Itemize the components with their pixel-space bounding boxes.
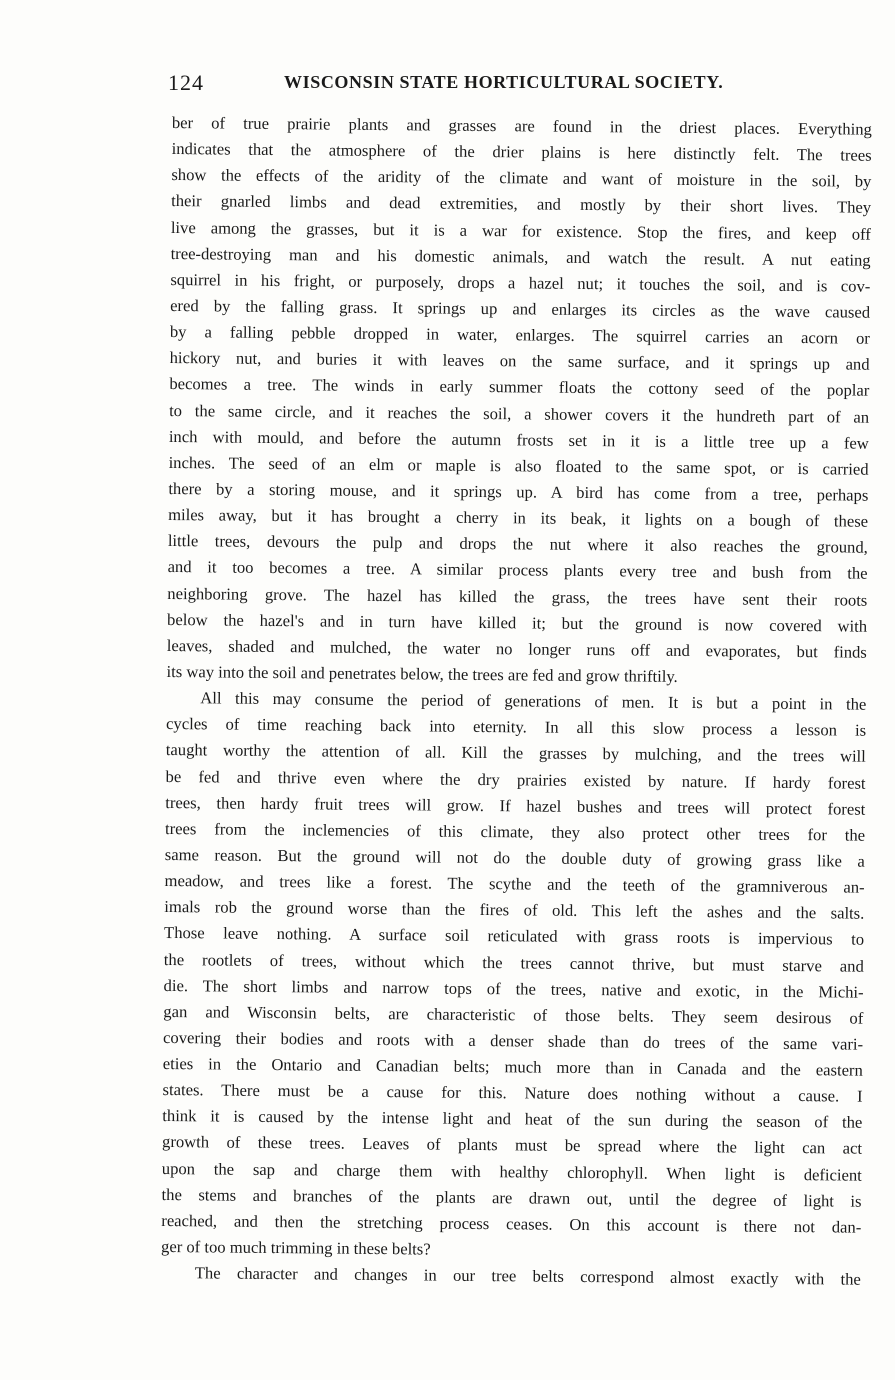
text-line: hickory nut, and buries it with leaves on the same surface, and it springs up and — [169, 348, 870, 374]
text-line: inches. The seed of an elm or maple is also floated to the same spot, or is carried — [168, 452, 869, 479]
text-line: imals rob the ground worse than the fires of old. This left the ashes and the salts. — [164, 897, 865, 923]
text-line: leaves, shaded and mulched, the water no longer runs off and evaporates, but finds — [166, 635, 867, 662]
text-line: growth of these trees. Leaves of plants must be spread where the light can act — [162, 1132, 863, 1159]
paragraph-start: All this may consume the period of generations of men. It is but a point in the — [200, 688, 867, 714]
text-line: below the hazel's and in turn have killed it; but the ground is now covered with — [167, 609, 868, 636]
text-line: its way into the soil and penetrates below, the trees are fed and grow thriftily. — [166, 661, 678, 686]
text-line: by a falling pebble dropped in water, enlarges. The squirrel carries an acorn or — [169, 322, 870, 348]
text-line: same reason. But the ground will not do the double duty of growing grass like a — [164, 844, 865, 871]
text-line: gan and Wisconsin belts, are characteristic of those belts. They seem desirous of — [163, 1001, 864, 1028]
text-line: to the same circle, and it reaches the soil, a shower covers it the hundreth part of an — [169, 400, 870, 427]
text-line: neighboring grove. The hazel has killed the grass, the trees have sent their roots — [167, 583, 868, 610]
text-line: cycles of time reaching back into eternity. In all this slow process a lesson is — [166, 714, 867, 740]
text-line: ered by the falling grass. It springs up and enlarges its circles as the wave caused — [170, 295, 871, 322]
text-line: indicates that the atmosphere of the drier plains is here distinctly felt. The trees — [171, 139, 872, 165]
text-line: meadow, and trees like a forest. The scythe and the teeth of the gramniverous an- — [164, 871, 865, 897]
running-head: WISCONSIN STATE HORTICULTURAL SOCIETY. — [284, 72, 724, 92]
text-line: show the effects of the aridity of the climate and want of moisture in the soil, by — [171, 165, 872, 191]
text-line: there by a storing mouse, and it springs up. A bird has come from a tree, perhaps — [168, 478, 869, 505]
text-line: miles away, but it has brought a cherry in its beak, it lights on a bough of these — [168, 505, 869, 531]
text-line: trees from the inclemencies of this climate, they also protect other trees for the — [165, 818, 866, 845]
page-header — [168, 70, 808, 100]
text-line: states. There must be a cause for this. Nature does nothing without a cause. I — [162, 1080, 863, 1106]
text-line: and it too becomes a tree. A similar process plants every tree and bush from the — [167, 557, 868, 584]
text-line: covering their bodies and roots with a denser shade than do trees of the same vari- — [163, 1027, 864, 1054]
text-line: squirrel in his fright, or purposely, drops a hazel nut; it touches the soil, and is cov- — [170, 269, 871, 296]
text-line: live among the grasses, but it is a war for existence. Stop the fires, and keep off — [170, 217, 871, 244]
paragraph-start: The character and changes in our tree belts correspond almost exactly with the — [194, 1263, 861, 1289]
text-line: ger of too much trimming in these belts? — [160, 1236, 431, 1259]
text-line: trees, then hardy fruit trees will grow. If hazel bushes and trees will protect forest — [165, 792, 866, 819]
text-line: eties in the Ontario and Canadian belts; much more than in Canada and the eastern — [162, 1054, 863, 1080]
text-line: upon the sap and charge them with healthy chlorophyll. When light is deficient — [161, 1158, 862, 1185]
text-line: the rootlets of trees, without which the trees cannot thrive, but must starve and — [163, 949, 864, 976]
text-line: inch with mould, and before the autumn frosts set in it is a little tree up a few — [168, 426, 869, 453]
text-line: the stems and branches of the plants are drawn out, until the degree of light is — [161, 1184, 862, 1211]
text-line: little trees, devours the pulp and drops the nut where it also reaches the ground, — [167, 531, 868, 557]
text-line: think it is caused by the intense light and heat of the sun during the season of the — [162, 1106, 863, 1133]
text-line: die. The short limbs and narrow tops of the trees, native and exotic, in the Michi- — [163, 975, 864, 1002]
body-text — [161, 110, 872, 1293]
text-line: tree-destroying man and his domestic animals, and watch the result. A nut eating — [170, 243, 871, 270]
text-line: Those leave nothing. A surface soil reticulated with grass roots is impervious to — [164, 923, 865, 950]
text-line: becomes a tree. The winds in early summer floats the cottony seed of the poplar — [169, 374, 870, 401]
text-line: reached, and then the stretching process ceases. On this account is there not dan- — [161, 1210, 862, 1237]
text-line: their gnarled limbs and dead extremities, and mostly by their short lives. They — [171, 191, 872, 218]
text-line: taught worthy the attention of all. Kill the grasses by mulching, and the trees will — [165, 740, 866, 767]
text-line: be fed and thrive even where the dry prairies existed by nature. If hardy forest — [165, 766, 866, 793]
text-line: ber of true prairie plants and grasses are found in the driest places. Everything — [171, 112, 872, 139]
page-number: 124 — [168, 70, 204, 95]
